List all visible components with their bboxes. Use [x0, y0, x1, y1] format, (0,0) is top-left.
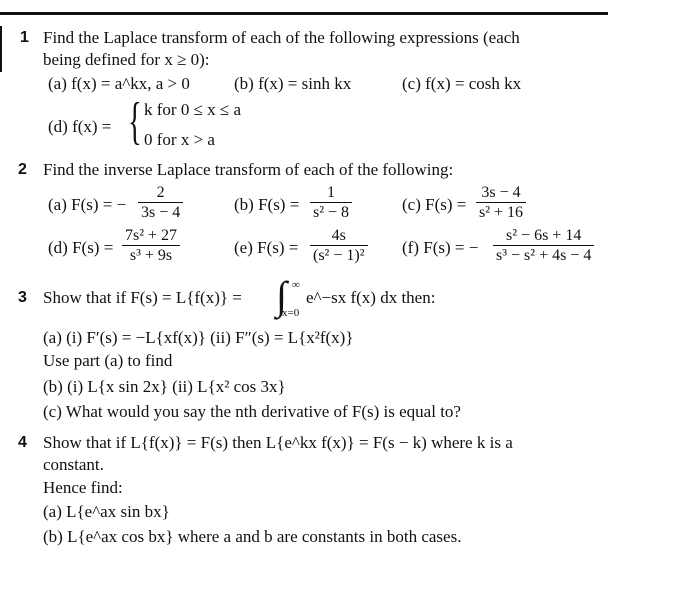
question-3-lead: Show that if F(s) = L{f(x)} =: [43, 288, 242, 307]
question-2-part-c-label: (c) F(s) =: [402, 195, 467, 214]
fraction-denominator: s² − 8: [313, 204, 350, 221]
question-1-line-1: Find the Laplace transform of each of the following expressions (each: [43, 28, 520, 47]
integral-lower-limit: x=0: [282, 307, 300, 319]
fraction-denominator: (s² − 1)²: [313, 247, 365, 264]
question-4-number: 4: [18, 434, 27, 451]
question-1-part-d-case-1: k for 0 ≤ x ≤ a: [144, 100, 242, 119]
piecewise-brace: {: [128, 93, 142, 150]
question-3-integrand: e^−sx f(x) dx then:: [306, 288, 436, 307]
question-3-part-c: (c) What would you say the nth derivative of F(s) is equal to?: [43, 402, 461, 421]
question-1-line-2: being defined for x ≥ 0):: [43, 50, 210, 69]
question-2-part-e-label: (e) F(s) =: [234, 238, 299, 257]
question-1-part-d-label: (d) f(x) =: [48, 117, 112, 136]
question-2-part-f-fraction: [493, 226, 594, 265]
question-4-hence: Hence find:: [43, 478, 123, 497]
question-4-part-b: (b) L{e^ax cos bx} where a and b are constants in both cases.: [43, 527, 462, 546]
question-1-part-b: (b) f(x) = sinh kx: [234, 74, 352, 93]
question-3-number: 3: [18, 289, 27, 306]
fraction-numerator: 4s: [331, 227, 346, 244]
margin-bar: [0, 26, 2, 72]
fraction-denominator: s² + 16: [479, 204, 524, 221]
question-1-number: 1: [20, 29, 29, 46]
question-2-text: Find the inverse Laplace transform of each of the following:: [43, 160, 454, 179]
fraction-denominator: s³ − s² + 4s − 4: [496, 247, 592, 264]
integral-sign: ∫: [276, 273, 287, 318]
question-2-part-f-label: (f) F(s) = −: [402, 238, 479, 257]
fraction-numerator: 3s − 4: [481, 184, 521, 201]
fraction-denominator: 3s − 4: [141, 204, 181, 221]
question-2-number: 2: [18, 161, 27, 178]
question-2-part-a-fraction: [138, 183, 183, 222]
question-2-part-a-label: (a) F(s) = −: [48, 195, 127, 214]
question-3-part-a: (a) (i) F′(s) = −L{xf(x)} (ii) F″(s) = L{x²f(x)}: [43, 328, 354, 347]
question-2-part-b-label: (b) F(s) =: [234, 195, 300, 214]
question-3-part-b: (b) (i) L{x sin 2x} (ii) L{x² cos 3x}: [43, 377, 286, 396]
question-4-line-1: Show that if L{f(x)} = F(s) then L{e^kx f(x)} = F(s − k) where k is a: [43, 433, 513, 452]
question-2-part-d-fraction: [122, 226, 180, 265]
top-rule: [0, 12, 608, 15]
fraction-denominator: s³ + 9s: [129, 247, 173, 264]
question-1-part-a: (a) f(x) = a^kx, a > 0: [48, 74, 190, 93]
question-1-part-c: (c) f(x) = cosh kx: [402, 74, 522, 93]
fraction-numerator: 7s² + 27: [125, 227, 178, 244]
fraction-numerator: s² − 6s + 14: [506, 227, 582, 244]
integral-upper-limit: ∞: [292, 279, 300, 291]
question-2-part-c-fraction: [476, 183, 526, 222]
question-4-line-2: constant.: [43, 455, 104, 474]
question-3-use: Use part (a) to find: [43, 351, 173, 370]
question-2-part-b-fraction: [310, 183, 352, 222]
question-2-part-e-fraction: [310, 226, 368, 265]
question-2-part-d-label: (d) F(s) =: [48, 238, 114, 257]
fraction-numerator: 1: [327, 184, 336, 201]
fraction-numerator: 2: [156, 184, 165, 201]
question-4-part-a: (a) L{e^ax sin bx}: [43, 502, 170, 521]
question-1-part-d-case-2: 0 for x > a: [144, 130, 215, 149]
